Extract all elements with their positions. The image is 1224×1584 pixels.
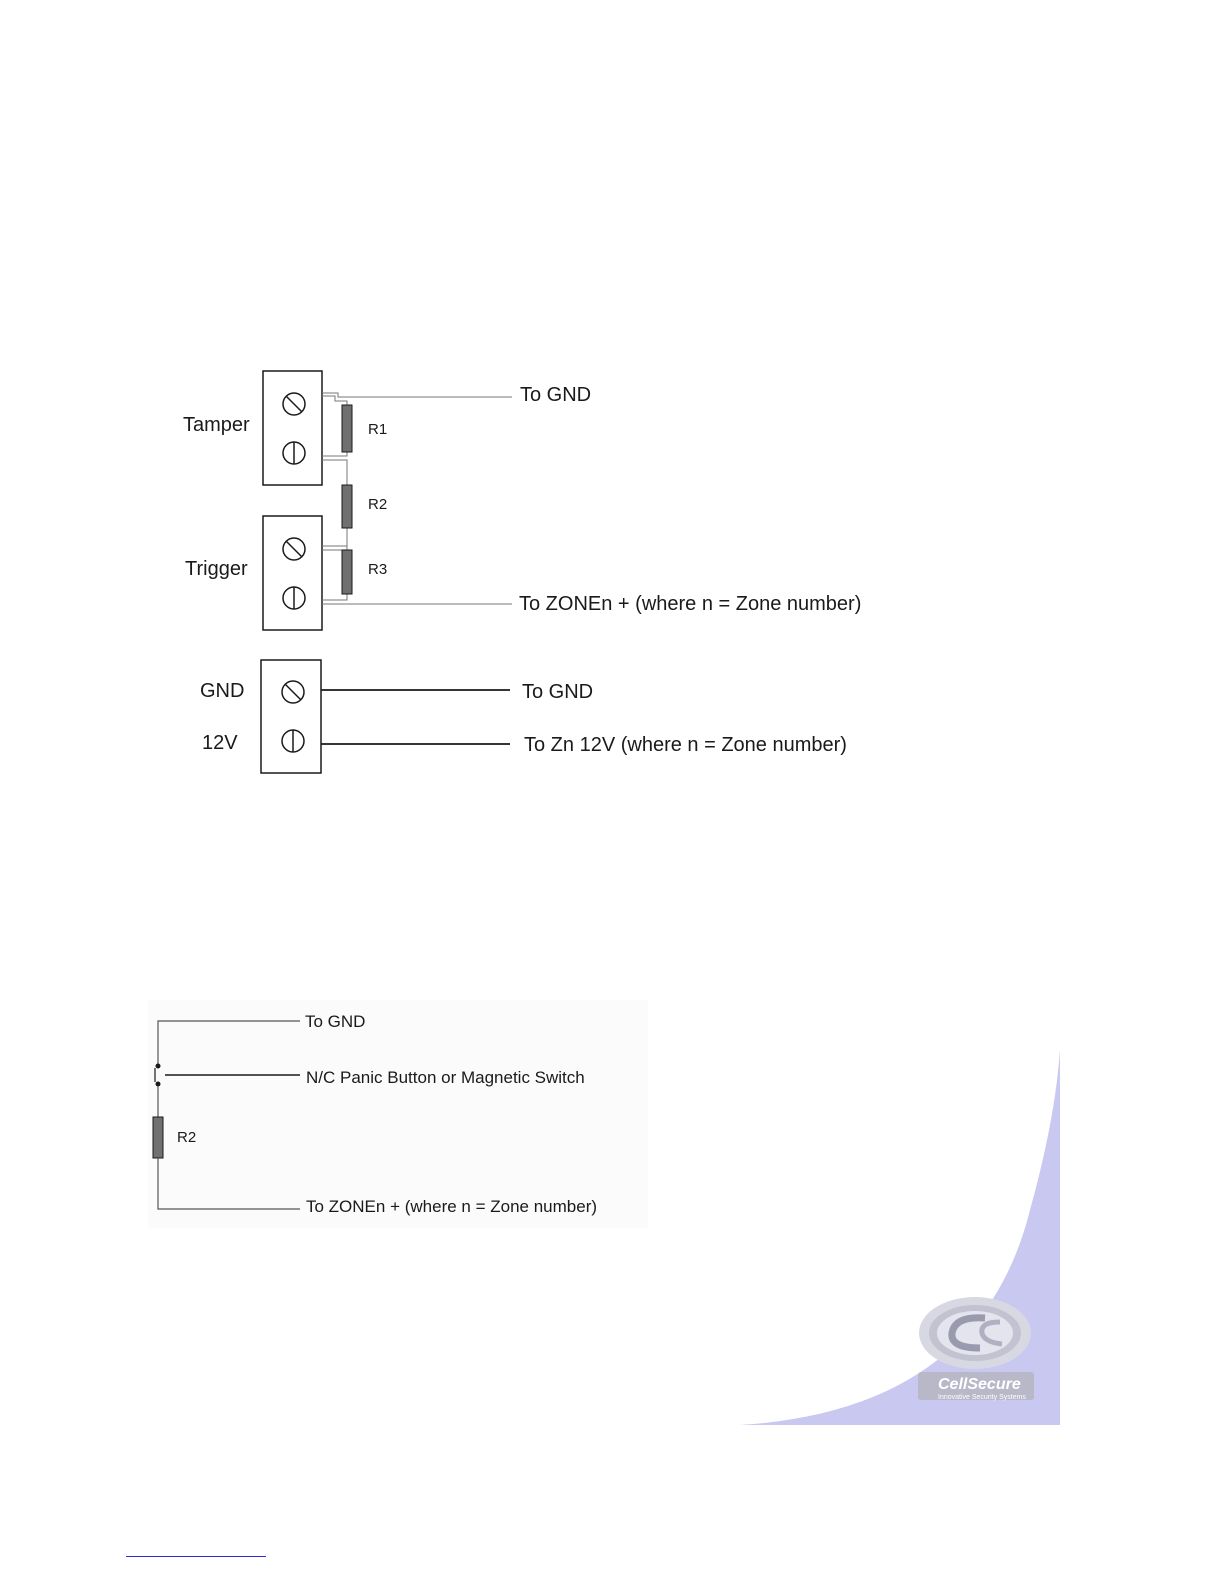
power-gnd-connection-label: To GND bbox=[522, 681, 594, 703]
r1-label: R1 bbox=[368, 421, 388, 438]
trigger-label: Trigger bbox=[185, 558, 248, 580]
logo-tagline: Innovative Security Systems bbox=[938, 1394, 1026, 1401]
power-12v-connection-label: To Zn 12V (where n = Zone number) bbox=[524, 734, 847, 756]
switch-type-label: N/C Panic Button or Magnetic Switch bbox=[306, 1068, 585, 1087]
trigger-zone-connection-label: To ZONEn + (where n = Zone number) bbox=[519, 593, 862, 615]
r2-switch-label: R2 bbox=[177, 1129, 197, 1146]
tamper-gnd-connection-label: To GND bbox=[520, 384, 592, 406]
footer-rule bbox=[126, 1556, 266, 1557]
r2-label: R2 bbox=[368, 496, 388, 513]
switch-zone-label: To ZONEn + (where n = Zone number) bbox=[306, 1197, 598, 1216]
tamper-label: Tamper bbox=[183, 414, 250, 436]
resistor-r2-switch bbox=[153, 1117, 163, 1158]
12v-terminal-label: 12V bbox=[202, 732, 238, 754]
logo-brand: CellSecure bbox=[938, 1376, 1021, 1393]
r3-label: R3 bbox=[368, 561, 388, 578]
gnd-terminal-label: GND bbox=[200, 680, 245, 702]
switch-gnd-label: To GND bbox=[305, 1012, 366, 1031]
